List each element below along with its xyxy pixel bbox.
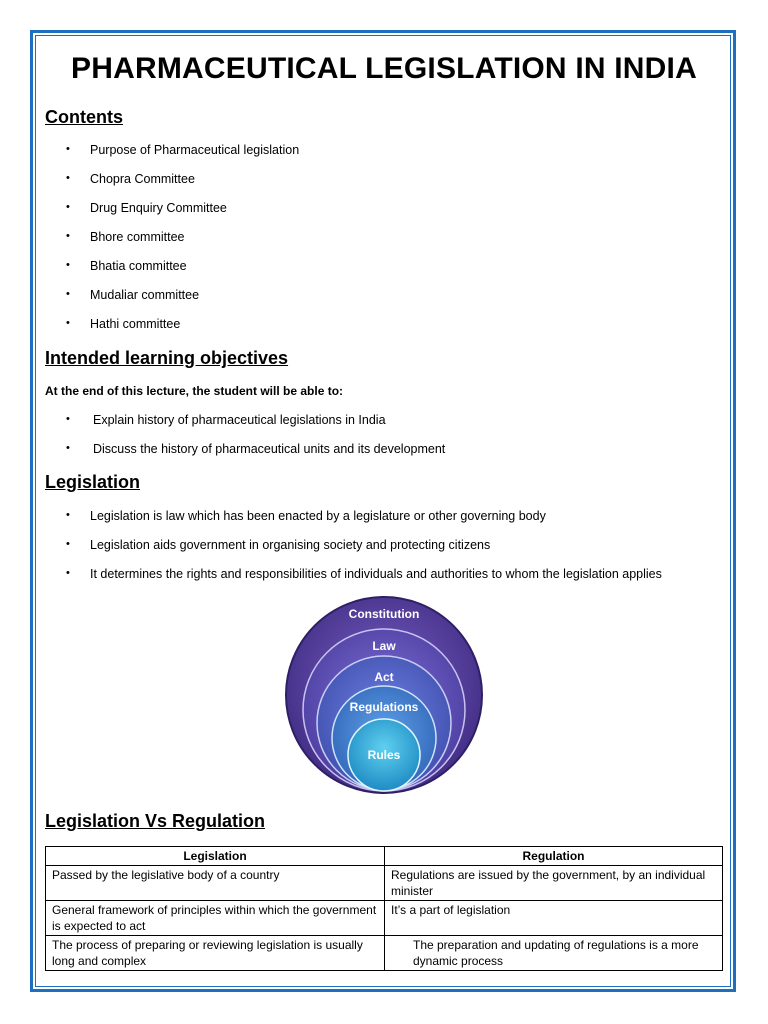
table-cell: It’s a part of legislation [385, 901, 723, 936]
list-item: • Hathi committee [66, 317, 299, 346]
comparison-heading: Legislation Vs Regulation [45, 811, 266, 831]
objectives-intro: At the end of this lecture, the student will be able to: [45, 384, 344, 398]
list-item: • It determines the rights and responsibilities of individuals and authorities to whom the legislation applies [66, 567, 662, 596]
regulations-label: Regulations [349, 700, 419, 714]
table-row [46, 901, 723, 936]
table-cell: Regulations are issued by the government, by an individual minister [385, 866, 723, 901]
list-item: • Bhatia committee [66, 259, 299, 288]
objectives-list [66, 413, 445, 471]
table-cell: General framework of principles within which the government is expected to act [46, 901, 385, 936]
act-label: Act [374, 670, 394, 684]
page-title: PHARMACEUTICAL LEGISLATION IN INDIA [71, 52, 697, 85]
table-cell: Passed by the legislative body of a country [46, 866, 385, 901]
list-item: • Explain history of pharmaceutical legislations in India [66, 413, 445, 442]
table-row [46, 936, 723, 971]
contents-heading: Contents [45, 107, 123, 127]
list-item: • Bhore committee [66, 230, 299, 259]
list-item: • Legislation aids government in organising society and protecting citizens [66, 538, 662, 567]
table-cell: The preparation and updating of regulations is a more dynamic process [385, 936, 723, 971]
table-header-row [46, 847, 723, 866]
list-item: • Chopra Committee [66, 172, 299, 201]
list-item: • Legislation is law which has been enacted by a legislature or other governing body [66, 509, 662, 538]
table-cell: The process of preparing or reviewing legislation is usually long and complex [46, 936, 385, 971]
legislation-heading: Legislation [45, 472, 141, 492]
contents-list [66, 143, 299, 346]
list-item: • Drug Enquiry Committee [66, 201, 299, 230]
legislation-list [66, 509, 662, 596]
table-row [46, 866, 723, 901]
comparison-table [45, 846, 723, 971]
column-header-legislation: Legislation [46, 847, 385, 866]
column-header-regulation: Regulation [385, 847, 723, 866]
list-item: • Discuss the history of pharmaceutical units and its development [66, 442, 445, 471]
rules-label: Rules [367, 748, 401, 762]
constitution-label: Constitution [348, 607, 420, 621]
objectives-heading: Intended learning objectives [45, 348, 289, 368]
law-label: Law [372, 639, 396, 653]
list-item: • Mudaliar committee [66, 288, 299, 317]
legislation-hierarchy-diagram [284, 592, 484, 798]
list-item: • Purpose of Pharmaceutical legislation [66, 143, 299, 172]
